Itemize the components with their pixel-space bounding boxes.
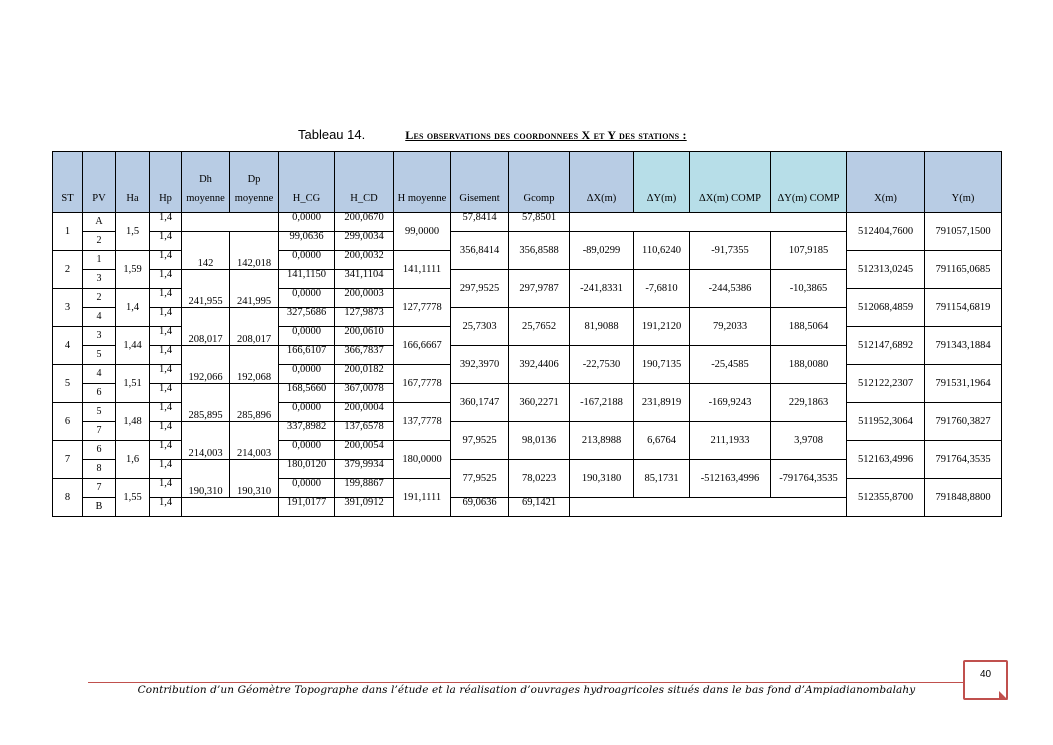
hcd-cell: 200,0003 <box>335 289 394 308</box>
pv-cell: 3 <box>83 327 116 346</box>
dx-comp-cell: -244,5386 <box>690 270 771 308</box>
dh-cell: 214,003 <box>182 422 230 460</box>
gisement-cell: 25,7303 <box>451 308 509 346</box>
gisement-cell: 69,0636 <box>451 498 509 517</box>
column-header: H_CD <box>335 152 394 213</box>
hcg-cell: 191,0177 <box>279 498 335 517</box>
dx-comp-cell: -512163,4996 <box>690 460 771 498</box>
dh-cell: 190,310 <box>182 460 230 498</box>
hcg-cell: 0,0000 <box>279 327 335 346</box>
page-footer: Contribution d’un Géomètre Topographe dans l’étude et la réalisation d’ouvrages hydroagricoles situés dans le bas fond d’Ampiadianombalahy <box>137 684 916 696</box>
y-cell: 791165,0685 <box>925 251 1002 289</box>
column-header: PV <box>83 152 116 213</box>
hp-cell: 1,4 <box>150 460 182 479</box>
pv-cell: 2 <box>83 232 116 251</box>
ha-cell: 1,44 <box>116 327 150 365</box>
hmoy-cell: 127,7778 <box>394 289 451 327</box>
hp-cell: 1,4 <box>150 365 182 384</box>
hp-cell: 1,4 <box>150 289 182 308</box>
dh-cell: 285,895 <box>182 384 230 422</box>
gcomp-cell: 392,4406 <box>509 346 570 384</box>
hcd-cell: 341,1104 <box>335 270 394 289</box>
column-header: Dp moyenne <box>230 152 279 213</box>
dh-cell: 192,066 <box>182 346 230 384</box>
hp-cell: 1,4 <box>150 251 182 270</box>
dx-cell: -89,0299 <box>570 232 634 270</box>
y-cell: 791760,3827 <box>925 403 1002 441</box>
hcd-cell: 379,9934 <box>335 460 394 479</box>
hcg-cell: 166,6107 <box>279 346 335 365</box>
gcomp-cell: 98,0136 <box>509 422 570 460</box>
hcg-cell: 0,0000 <box>279 441 335 460</box>
pv-cell: 7 <box>83 422 116 441</box>
column-header: H moyenne <box>394 152 451 213</box>
dy-comp-cell: 188,0080 <box>771 346 847 384</box>
dy-cell: 6,6764 <box>634 422 690 460</box>
dy-cell: 190,7135 <box>634 346 690 384</box>
dy-comp-cell: 107,9185 <box>771 232 847 270</box>
pv-cell: 7 <box>83 479 116 498</box>
dy-comp-cell: 229,1863 <box>771 384 847 422</box>
header-row <box>53 152 1002 213</box>
hmoy-cell: 99,0000 <box>394 213 451 251</box>
dx-comp-cell: 211,1933 <box>690 422 771 460</box>
hcg-cell: 141,1150 <box>279 270 335 289</box>
hcd-cell: 127,9873 <box>335 308 394 327</box>
hcd-cell: 299,0034 <box>335 232 394 251</box>
dx-cell: -241,8331 <box>570 270 634 308</box>
footer-rule <box>88 682 964 683</box>
gcomp-cell: 356,8588 <box>509 232 570 270</box>
station-cell: 4 <box>53 327 83 365</box>
column-header: Ha <box>116 152 150 213</box>
hcg-cell: 168,5660 <box>279 384 335 403</box>
pv-cell: 8 <box>83 460 116 479</box>
dp-cell: 208,017 <box>230 308 279 346</box>
hcd-cell: 137,6578 <box>335 422 394 441</box>
pv-cell: 2 <box>83 289 116 308</box>
hcd-cell: 200,0670 <box>335 213 394 232</box>
hcg-cell: 0,0000 <box>279 403 335 422</box>
hcd-cell: 200,0054 <box>335 441 394 460</box>
station-cell: 5 <box>53 365 83 403</box>
hcg-cell: 327,5686 <box>279 308 335 327</box>
gcomp-cell: 360,2271 <box>509 384 570 422</box>
ha-cell: 1,4 <box>116 289 150 327</box>
y-cell: 791764,3535 <box>925 441 1002 479</box>
hp-cell: 1,4 <box>150 308 182 327</box>
dp-cell: 192,068 <box>230 346 279 384</box>
hcd-cell: 200,0032 <box>335 251 394 270</box>
hp-cell: 1,4 <box>150 422 182 441</box>
pv-cell: B <box>83 498 116 517</box>
station-cell: 2 <box>53 251 83 289</box>
station-cell: 6 <box>53 403 83 441</box>
hcd-cell: 367,0078 <box>335 384 394 403</box>
dp-cell: 285,896 <box>230 384 279 422</box>
ha-cell: 1,59 <box>116 251 150 289</box>
station-cell: 1 <box>53 213 83 251</box>
hp-cell: 1,4 <box>150 232 182 251</box>
ha-cell: 1,51 <box>116 365 150 403</box>
column-header: H_CG <box>279 152 335 213</box>
x-cell: 512355,8700 <box>847 479 925 517</box>
x-cell: 512147,6892 <box>847 327 925 365</box>
page-number: 40 <box>979 669 992 680</box>
dh-cell: 241,955 <box>182 270 230 308</box>
gcomp-cell: 78,0223 <box>509 460 570 498</box>
station-cell: 3 <box>53 289 83 327</box>
dx-cell: -167,2188 <box>570 384 634 422</box>
dp-cell: 142,018 <box>230 232 279 270</box>
gisement-cell: 356,8414 <box>451 232 509 270</box>
dx-cell: 213,8988 <box>570 422 634 460</box>
hmoy-cell: 191,1111 <box>394 479 451 517</box>
gisement-cell: 57,8414 <box>451 213 509 232</box>
table-caption <box>298 126 687 144</box>
hcg-cell: 337,8982 <box>279 422 335 441</box>
dx-comp-cell: -91,7355 <box>690 232 771 270</box>
x-cell: 512068,4859 <box>847 289 925 327</box>
dy-comp-cell: 3,9708 <box>771 422 847 460</box>
hcg-cell: 0,0000 <box>279 289 335 308</box>
dy-comp-cell: 188,5064 <box>771 308 847 346</box>
hcg-cell: 0,0000 <box>279 479 335 498</box>
hmoy-cell: 180,0000 <box>394 441 451 479</box>
hcd-cell: 199,8867 <box>335 479 394 498</box>
pv-cell: 4 <box>83 308 116 327</box>
column-header: ΔX(m) COMP <box>690 152 771 213</box>
dp-cell: 214,003 <box>230 422 279 460</box>
gisement-cell: 360,1747 <box>451 384 509 422</box>
pv-cell: 6 <box>83 441 116 460</box>
y-cell: 791154,6819 <box>925 289 1002 327</box>
empty-cell <box>570 498 847 517</box>
hmoy-cell: 167,7778 <box>394 365 451 403</box>
hp-cell: 1,4 <box>150 441 182 460</box>
station-cell: 7 <box>53 441 83 479</box>
x-cell: 512404,7600 <box>847 213 925 251</box>
column-header: ΔY(m) <box>634 152 690 213</box>
hp-cell: 1,4 <box>150 403 182 422</box>
y-cell: 791057,1500 <box>925 213 1002 251</box>
gcomp-cell: 297,9787 <box>509 270 570 308</box>
pv-cell: 1 <box>83 251 116 270</box>
dy-cell: 110,6240 <box>634 232 690 270</box>
hcg-cell: 0,0000 <box>279 365 335 384</box>
column-header: Y(m) <box>925 152 1002 213</box>
dp-cell: 190,310 <box>230 460 279 498</box>
dy-cell: 191,2120 <box>634 308 690 346</box>
column-header: X(m) <box>847 152 925 213</box>
caption-title: Les observations des coordonnees X et Y des stations : <box>405 128 687 142</box>
hp-cell: 1,4 <box>150 346 182 365</box>
ha-cell: 1,5 <box>116 213 150 251</box>
column-header: Dh moyenne <box>182 152 230 213</box>
hcd-cell: 200,0004 <box>335 403 394 422</box>
x-cell: 511952,3064 <box>847 403 925 441</box>
hcg-cell: 0,0000 <box>279 213 335 232</box>
ha-cell: 1,55 <box>116 479 150 517</box>
ha-cell: 1,6 <box>116 441 150 479</box>
pv-cell: 4 <box>83 365 116 384</box>
x-cell: 512313,0245 <box>847 251 925 289</box>
y-cell: 791531,1964 <box>925 365 1002 403</box>
column-header: ΔX(m) <box>570 152 634 213</box>
dx-cell: -22,7530 <box>570 346 634 384</box>
hmoy-cell: 166,6667 <box>394 327 451 365</box>
gisement-cell: 97,9525 <box>451 422 509 460</box>
hp-cell: 1,4 <box>150 327 182 346</box>
dx-comp-cell: 79,2033 <box>690 308 771 346</box>
empty-cell <box>182 213 279 232</box>
hp-cell: 1,4 <box>150 270 182 289</box>
hcd-cell: 200,0610 <box>335 327 394 346</box>
dy-comp-cell: -10,3865 <box>771 270 847 308</box>
dh-cell: 208,017 <box>182 308 230 346</box>
observations-table <box>52 151 1002 517</box>
gcomp-cell: 25,7652 <box>509 308 570 346</box>
empty-cell <box>570 213 847 232</box>
y-cell: 791848,8800 <box>925 479 1002 517</box>
gcomp-cell: 69,1421 <box>509 498 570 517</box>
hp-cell: 1,4 <box>150 479 182 498</box>
pv-cell: A <box>83 213 116 232</box>
hcg-cell: 99,0636 <box>279 232 335 251</box>
hp-cell: 1,4 <box>150 213 182 232</box>
pv-cell: 5 <box>83 346 116 365</box>
gisement-cell: 77,9525 <box>451 460 509 498</box>
table-row <box>53 213 1002 223</box>
dp-cell: 241,995 <box>230 270 279 308</box>
y-cell: 791343,1884 <box>925 327 1002 365</box>
dx-cell: 190,3180 <box>570 460 634 498</box>
dy-comp-cell: -791764,3535 <box>771 460 847 498</box>
dx-comp-cell: -25,4585 <box>690 346 771 384</box>
hp-cell: 1,4 <box>150 498 182 517</box>
gisement-cell: 392,3970 <box>451 346 509 384</box>
hp-cell: 1,4 <box>150 384 182 403</box>
x-cell: 512163,4996 <box>847 441 925 479</box>
column-header: Gcomp <box>509 152 570 213</box>
dy-cell: 85,1731 <box>634 460 690 498</box>
pv-cell: 5 <box>83 403 116 422</box>
pv-cell: 3 <box>83 270 116 289</box>
gisement-cell: 297,9525 <box>451 270 509 308</box>
hcg-cell: 180,0120 <box>279 460 335 479</box>
dx-cell: 81,9088 <box>570 308 634 346</box>
hcg-cell: 0,0000 <box>279 251 335 270</box>
gcomp-cell: 57,8501 <box>509 213 570 232</box>
hcd-cell: 391,0912 <box>335 498 394 517</box>
dh-cell: 142 <box>182 232 230 270</box>
hcd-cell: 366,7837 <box>335 346 394 365</box>
hmoy-cell: 137,7778 <box>394 403 451 441</box>
station-cell: 8 <box>53 479 83 517</box>
column-header: ST <box>53 152 83 213</box>
column-header: Gisement <box>451 152 509 213</box>
hmoy-cell: 141,1111 <box>394 251 451 289</box>
caption-label: Tableau 14. <box>298 127 366 142</box>
x-cell: 512122,2307 <box>847 365 925 403</box>
hcd-cell: 200,0182 <box>335 365 394 384</box>
dy-cell: 231,8919 <box>634 384 690 422</box>
pv-cell: 6 <box>83 384 116 403</box>
empty-cell <box>182 498 279 517</box>
dy-cell: -7,6810 <box>634 270 690 308</box>
ha-cell: 1,48 <box>116 403 150 441</box>
dx-comp-cell: -169,9243 <box>690 384 771 422</box>
column-header: ΔY(m) COMP <box>771 152 847 213</box>
column-header: Hp <box>150 152 182 213</box>
